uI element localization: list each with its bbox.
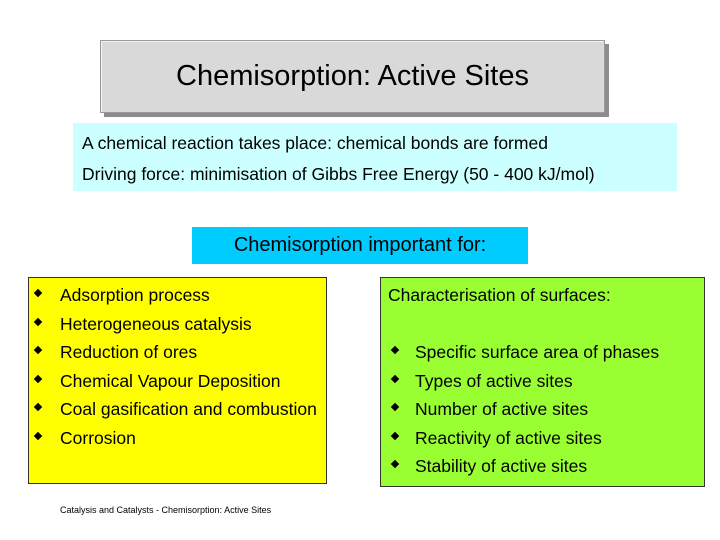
list-item: Chemical Vapour Deposition <box>29 369 322 393</box>
list-item: Coal gasification and combustion <box>29 397 322 421</box>
diamond-bullet-icon <box>391 431 399 439</box>
characterisation-heading: Characterisation of surfaces: <box>388 285 611 305</box>
slide-title-text: Chemisorption: Active Sites <box>176 60 529 92</box>
diamond-bullet-icon <box>391 460 399 468</box>
list-item: Heterogeneous catalysis <box>29 312 322 336</box>
diamond-bullet-icon <box>34 374 42 382</box>
diamond-bullet-icon <box>34 289 42 297</box>
important-for-label <box>192 227 528 264</box>
list-item: Corrosion <box>29 426 322 450</box>
slide-title <box>100 40 605 113</box>
list-item: Specific surface area of phases <box>388 340 700 364</box>
applications-box <box>28 277 327 484</box>
characterisation-box <box>380 277 705 487</box>
diamond-bullet-icon <box>34 346 42 354</box>
list-item: Stability of active sites <box>388 454 700 478</box>
important-for-text: Chemisorption important for: <box>233 234 487 256</box>
intro-box <box>73 123 677 191</box>
diamond-bullet-icon <box>34 317 42 325</box>
list-item: Reactivity of active sites <box>388 426 700 450</box>
diamond-bullet-icon <box>391 374 399 382</box>
diamond-bullet-icon <box>391 346 399 354</box>
applications-list <box>29 283 322 450</box>
diamond-bullet-icon <box>34 403 42 411</box>
diamond-bullet-icon <box>391 403 399 411</box>
list-item: Adsorption process <box>29 283 322 307</box>
list-item: Types of active sites <box>388 369 700 393</box>
list-item: Number of active sites <box>388 397 700 421</box>
slide-footer: Catalysis and Catalysts - Chemisorption: Active Sites <box>60 505 272 515</box>
characterisation-list <box>388 340 700 478</box>
intro-line-1: A chemical reaction takes place: chemical bonds are formed <box>82 133 548 153</box>
list-item: Reduction of ores <box>29 340 322 364</box>
intro-line-2: Driving force: minimisation of Gibbs Free Energy (50 - 400 kJ/mol) <box>82 164 595 184</box>
diamond-bullet-icon <box>34 431 42 439</box>
